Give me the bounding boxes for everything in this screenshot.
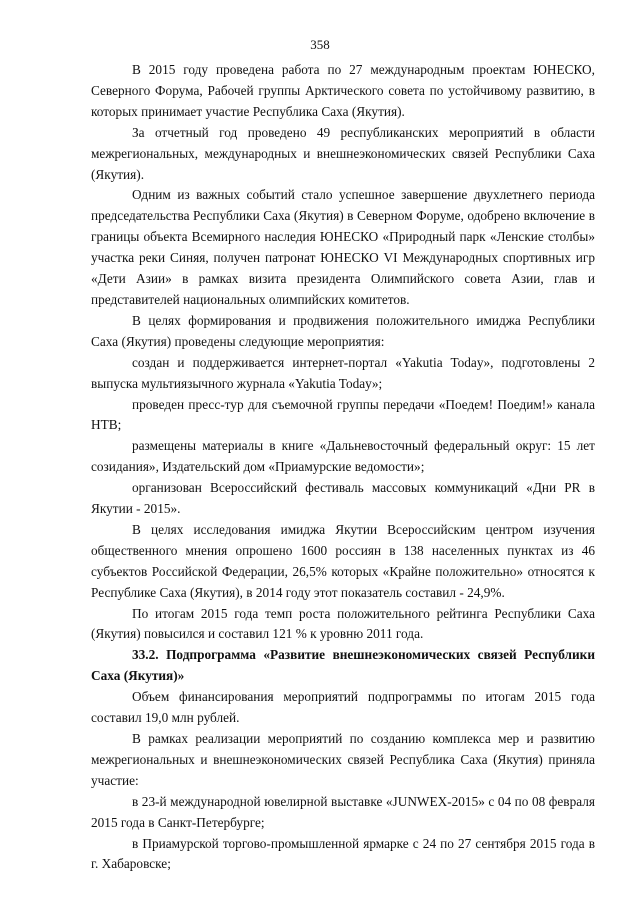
page-number: 358 bbox=[310, 37, 330, 52]
paragraph-events-count: За отчетный год проведено 49 республиканских мероприятий в области межрегиональных, международных и внешнеэкономических связей Республики Саха (Якутия). bbox=[91, 124, 595, 182]
list-item-khabarovsk-fair: в Приамурской торгово-промышленной ярмарке с 24 по 27 сентября 2015 года в г. Хабаровске; bbox=[91, 835, 595, 872]
paragraph-portfolio-unesco: В 2015 году проведена работа по 27 международным проектам ЮНЕСКО, Северного Форума, Рабочей группы Арктического совета по устойчивому развитию, в которых принимает участие Республика Саха (Якутия). bbox=[91, 62, 595, 119]
paragraph-funding: Объем финансирования мероприятий подпрограммы по итогам 2015 года составил 19,0 млн рублей. bbox=[91, 689, 595, 726]
list-item-book: размещены материалы в книге «Дальневосточный федеральный округ: 15 лет созидания», Издательский дом «Приамурские ведомости»; bbox=[91, 438, 595, 475]
paragraph-image-intro: В целях формирования и продвижения положительного имиджа Республики Саха (Якутия) проведены следующие мероприятия: bbox=[91, 312, 595, 349]
document-body bbox=[91, 60, 595, 875]
paragraph-rating-growth: По итогам 2015 года темп роста положительного рейтинга Республики Саха (Якутия) повысился и составил 121 % к уровню 2011 года. bbox=[91, 605, 595, 642]
paragraph-survey: В целях исследования имиджа Якутии Всероссийским центром изучения общественного мнения опрошено 1600 россиян в 138 населенных пунктах из 46 субъектов Российской Федерации, 26,5% которых «Крайне положительно» относятся к Республике Саха (Якутия), в 2014 году этот показатель составил - 24,9%. bbox=[91, 521, 595, 600]
paragraph-northern-forum: Одним из важных событий стало успешное завершение двухлетнего периода председательства Республики Саха (Якутия) в Северном Форуме, одобрено включение в границы объекта Всемирного наследия ЮНЕСКО «Природный парк «Ленские столбы» участка реки Синяя, получен патронат ЮНЕСКО VI Международных спортивных игр «Дети Азии» в рамках визита президента Олимпийского совета Азии, глав и представителей национальных олимпийских комитетов. bbox=[91, 187, 595, 307]
list-item-pr-festival: организован Всероссийский фестиваль массовых коммуникаций «Дни PR в Якутии - 2015». bbox=[91, 480, 595, 517]
list-item-portal: создан и поддерживается интернет-портал «Yakutia Today», подготовлены 2 выпуска мультиязычного журнала «Yakutia Today»; bbox=[91, 354, 595, 391]
section-heading: 33.2. Подпрограмма «Развитие внешнеэкономических связей Республики Саха (Якутия)» bbox=[91, 647, 595, 684]
list-item-junwex: в 23-й международной ювелирной выставке «JUNWEX-2015» с 04 по 08 февраля 2015 года в Санкт-Петербурге; bbox=[91, 793, 595, 830]
list-item-press-tour: проведен пресс-тур для съемочной группы передачи «Поедем! Поедим!» канала НТВ; bbox=[91, 396, 595, 433]
paragraph-participation-intro: В рамках реализации мероприятий по созданию комплекса мер и развитию межрегиональных и внешнеэкономических связей Республика Саха (Якутия) приняла участие: bbox=[91, 731, 595, 788]
